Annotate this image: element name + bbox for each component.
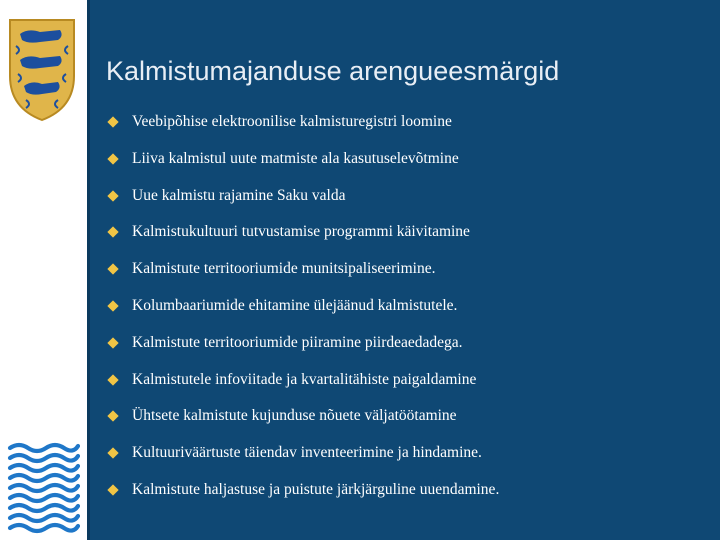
diamond-bullet-icon xyxy=(107,448,118,459)
bullet-item xyxy=(108,178,708,215)
diamond-bullet-icon xyxy=(107,374,118,385)
diamond-bullet-icon xyxy=(107,484,118,495)
bullet-item xyxy=(108,104,708,141)
diamond-bullet-icon xyxy=(107,190,118,201)
bullet-item xyxy=(108,435,708,472)
water-waves-logo-icon xyxy=(6,440,80,534)
bullet-text: Kalmistute territooriumide piiramine piirdeaedadega. xyxy=(132,333,463,351)
bullet-text: Ühtsete kalmistute kujunduse nõuete väljatöötamine xyxy=(132,407,457,425)
bullet-text: Kolumbaariumide ehitamine ülejäänud kalmistutele. xyxy=(132,296,458,314)
diamond-bullet-icon xyxy=(107,337,118,348)
bullet-text: Kalmistute haljastuse ja puistute järkjärguline uuendamine. xyxy=(132,480,500,498)
bullet-list xyxy=(108,104,708,509)
bullet-text: Kalmistutele infoviitade ja kvartalitähiste paigaldamine xyxy=(132,370,477,388)
sidebar-divider xyxy=(87,0,90,540)
diamond-bullet-icon xyxy=(107,116,118,127)
bullet-item xyxy=(108,362,708,399)
bullet-item xyxy=(108,141,708,178)
bullet-item xyxy=(108,325,708,362)
bullet-item xyxy=(108,398,708,435)
bullet-text: Uue kalmistu rajamine Saku valda xyxy=(132,186,346,204)
bullet-item xyxy=(108,251,708,288)
diamond-bullet-icon xyxy=(107,411,118,422)
bullet-item xyxy=(108,214,708,251)
bullet-item xyxy=(108,288,708,325)
bullet-text: Kalmistukultuuri tutvustamise programmi käivitamine xyxy=(132,223,470,241)
bullet-text: Liiva kalmistul uute matmiste ala kasutuselevõtmine xyxy=(132,149,459,167)
diamond-bullet-icon xyxy=(107,227,118,238)
diamond-bullet-icon xyxy=(107,264,118,275)
slide-title: Kalmistumajanduse arengueesmärgid xyxy=(106,56,560,86)
diamond-bullet-icon xyxy=(107,153,118,164)
bullet-text: Kalmistute territooriumide munitsipaliseerimine. xyxy=(132,260,436,278)
bullet-text: Kultuuriväärtuste täiendav inventeerimine ja hindamine. xyxy=(132,444,482,462)
diamond-bullet-icon xyxy=(107,300,118,311)
coat-of-arms-icon xyxy=(6,16,78,124)
left-sidebar xyxy=(0,0,87,540)
bullet-item xyxy=(108,472,708,509)
bullet-text: Veebipõhise elektroonilise kalmisturegistri loomine xyxy=(132,113,452,130)
